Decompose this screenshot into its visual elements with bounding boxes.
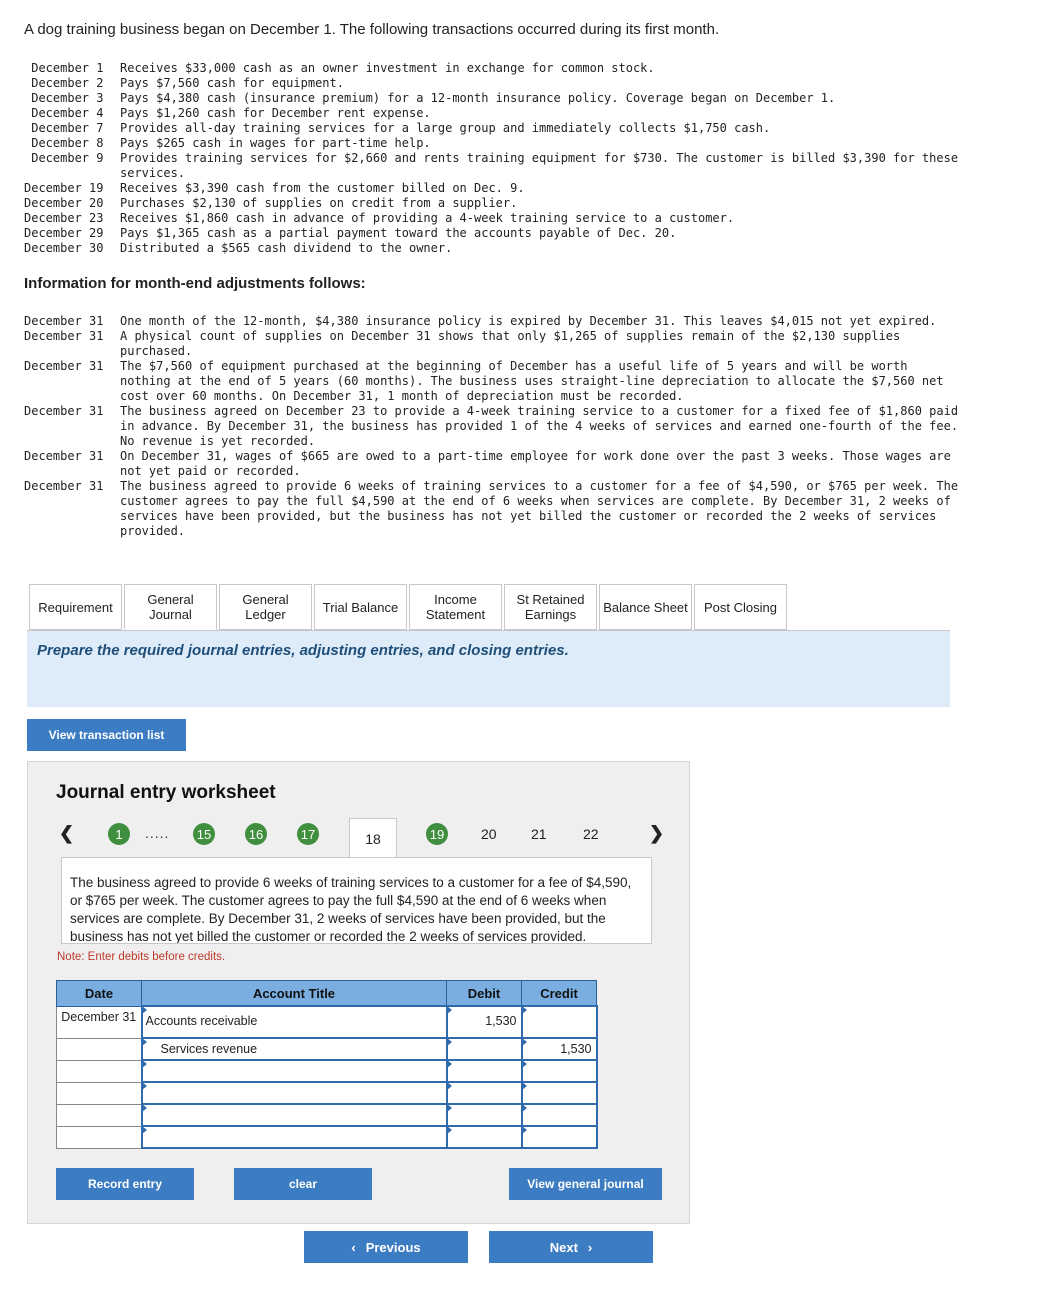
adjustment-row-date: December 31 — [24, 404, 104, 418]
chevron-right-icon: › — [587, 1239, 593, 1255]
account-field[interactable] — [142, 1082, 447, 1104]
adjustment-row-date: December 31 — [24, 449, 104, 463]
tab-income-statement[interactable]: Income Statement — [409, 584, 502, 630]
transaction-row-date: December 7 — [24, 121, 104, 135]
account-field[interactable] — [142, 1060, 447, 1082]
transaction-row — [24, 226, 1024, 241]
adjustment-row-date: December 31 — [24, 314, 104, 328]
transaction-row — [24, 76, 1024, 91]
debit-field[interactable] — [447, 1104, 522, 1126]
entry-description: The business agreed to provide 6 weeks of training services to a customer for a fee of $4,590, or $765 per week. The customer agrees to pay the full $4,590 at the end of 6 weeks when services are complete. By December 31, 2 weeks of services have been provided, but the business has not yet billed the customer or recorded the 2 weeks of services provided. — [61, 857, 652, 944]
nav-entry-20[interactable]: 20 — [481, 826, 497, 842]
journal-entry-worksheet — [27, 761, 690, 1224]
adjustment-row — [24, 404, 1024, 449]
date-cell[interactable] — [57, 1104, 142, 1126]
instruction-panel — [27, 631, 950, 707]
transaction-row-date: December 30 — [24, 241, 104, 255]
transaction-row-date: December 2 — [24, 76, 104, 90]
transaction-row-date: December 8 — [24, 136, 104, 150]
transaction-row-text: Pays $4,380 cash (insurance premium) for a 12-month insurance policy. Coverage began on December 1. — [120, 91, 836, 105]
table-row — [57, 1126, 597, 1148]
transaction-row-text: Purchases $2,130 of supplies on credit from a supplier. — [120, 196, 518, 210]
nav-entry-16[interactable]: 16 — [245, 823, 267, 845]
debit-field[interactable]: 1,530 — [447, 1006, 522, 1038]
account-field[interactable] — [142, 1126, 447, 1148]
account-field[interactable]: Accounts receivable — [142, 1006, 447, 1038]
transaction-row-text: Provides training services for $2,660 and rents training equipment for $730. The customer is billed $3,390 for these services. — [120, 151, 959, 180]
adjustment-row — [24, 479, 1024, 539]
adjustment-row-text: The business agreed on December 23 to provide a 4-week training service to a customer for a fixed fee of $1,860 paid in advance. By December 31, the business has provided 1 of the 4 weeks of services and earned one-fourth of the fee. No revenue is yet recorded. — [120, 404, 959, 448]
clear-button[interactable]: clear — [234, 1168, 372, 1200]
transaction-row-text: Pays $265 cash in wages for part-time help. — [120, 136, 431, 150]
date-cell[interactable] — [57, 1082, 142, 1104]
account-field[interactable] — [142, 1104, 447, 1126]
adjustments-header: Information for month-end adjustments follows: — [24, 275, 366, 292]
transaction-row — [24, 196, 1024, 211]
transaction-row-text: Provides all-day training services for a large group and immediately collects $1,750 cash. — [120, 121, 771, 135]
tab-bar — [29, 584, 789, 630]
tab-general-ledger[interactable]: General Ledger — [219, 584, 312, 630]
transaction-row-text: Receives $1,860 cash in advance of providing a 4-week training service to a customer. — [120, 211, 735, 225]
credit-field[interactable]: 1,530 — [522, 1038, 597, 1060]
tab-requirement[interactable]: Requirement — [29, 584, 122, 630]
nav-ellipsis: ..... — [145, 825, 170, 841]
credit-field[interactable] — [522, 1126, 597, 1148]
transaction-row-date: December 9 — [24, 151, 104, 165]
chevron-left-icon: ‹ — [351, 1239, 356, 1255]
transaction-row-text: Pays $7,560 cash for equipment. — [120, 76, 344, 90]
journal-entry-table — [56, 980, 598, 1149]
column-header-credit: Credit — [522, 981, 597, 1007]
nav-entry-22[interactable]: 22 — [583, 826, 599, 842]
transaction-row-text: Pays $1,365 cash as a partial payment toward the accounts payable of Dec. 20. — [120, 226, 677, 240]
chevron-right-icon[interactable]: ❯ — [649, 823, 665, 843]
transaction-row — [24, 106, 1024, 121]
transaction-row-date: December 3 — [24, 91, 104, 105]
worksheet-title: Journal entry worksheet — [56, 782, 276, 803]
transaction-row — [24, 211, 1024, 226]
transaction-row — [24, 121, 1024, 136]
date-cell[interactable]: December 31 — [57, 1006, 142, 1038]
adjustment-row — [24, 329, 1024, 359]
date-cell[interactable] — [57, 1126, 142, 1148]
transaction-row-date: December 29 — [24, 226, 104, 240]
date-cell[interactable] — [57, 1060, 142, 1082]
credit-field[interactable] — [522, 1082, 597, 1104]
transaction-row-date: December 23 — [24, 211, 104, 225]
previous-button[interactable]: ‹ Previous — [304, 1231, 468, 1263]
tab-post-closing[interactable]: Post Closing — [694, 584, 787, 630]
tab-general-journal[interactable]: General Journal — [124, 584, 217, 630]
debit-field[interactable] — [447, 1082, 522, 1104]
nav-entry-15[interactable]: 15 — [193, 823, 215, 845]
column-header-debit: Debit — [447, 981, 522, 1007]
nav-entry-19[interactable]: 19 — [426, 823, 448, 845]
credit-field[interactable] — [522, 1104, 597, 1126]
adjustment-row-text: The business agreed to provide 6 weeks of training services to a customer for a fee of $4,590, or $765 per week. The customer agrees to pay the full $4,590 at the end of 6 weeks when services are complete. By December 31, 2 weeks of services have been provided, but the business has not yet billed the customer or recorded the 2 weeks of services provided. — [120, 479, 959, 538]
date-cell[interactable] — [57, 1038, 142, 1060]
adjustment-row-text: The $7,560 of equipment purchased at the beginning of December has a useful life of 5 years and will be worth nothing at the end of 5 years (60 months). The business uses straight-line depreciation to allocate the $7,560 net cost over 60 months. On December 31, 1 month of depreciation must be recorded. — [120, 359, 944, 403]
view-transaction-list-button[interactable]: View transaction list — [27, 719, 186, 751]
chevron-left-icon[interactable]: ❮ — [59, 823, 75, 843]
adjustment-row-date: December 31 — [24, 329, 104, 343]
problem-intro: A dog training business began on December 1. The following transactions occurred during its first month. — [24, 21, 720, 38]
transaction-row — [24, 151, 1024, 181]
adjustment-row-date: December 31 — [24, 479, 104, 493]
transaction-row-text: Receives $3,390 cash from the customer billed on Dec. 9. — [120, 181, 525, 195]
transaction-row-date: December 19 — [24, 181, 104, 195]
debit-field[interactable] — [447, 1038, 522, 1060]
nav-entry-21[interactable]: 21 — [531, 826, 547, 842]
adjustment-row-date: December 31 — [24, 359, 104, 373]
nav-entry-17[interactable]: 17 — [297, 823, 319, 845]
record-entry-button[interactable]: Record entry — [56, 1168, 194, 1200]
adjustment-list — [24, 314, 1024, 539]
transaction-row-date: December 20 — [24, 196, 104, 210]
nav-entry-18-active[interactable]: 18 — [349, 818, 397, 858]
tab-balance-sheet[interactable]: Balance Sheet — [599, 584, 692, 630]
credit-field[interactable] — [522, 1060, 597, 1082]
adjustment-row — [24, 359, 1024, 404]
adjustment-row-text: A physical count of supplies on December 31 shows that only $1,265 of supplies remain of the $2,130 supplies purchased. — [120, 329, 901, 358]
instruction-text: Prepare the required journal entries, adjusting entries, and closing entries. — [37, 642, 569, 659]
column-header-account: Account Title — [142, 981, 447, 1007]
adjustment-row-text: One month of the 12-month, $4,380 insurance policy is expired by December 31. This leaves $4,015 not yet expired. — [120, 314, 937, 328]
adjustment-row — [24, 314, 1024, 329]
table-row — [57, 1038, 597, 1060]
transaction-row — [24, 61, 1024, 76]
next-button[interactable]: Next › — [489, 1231, 653, 1263]
transaction-row — [24, 91, 1024, 106]
account-field[interactable]: Services revenue — [142, 1038, 447, 1060]
tab-trial-balance[interactable]: Trial Balance — [314, 584, 407, 630]
view-general-journal-button[interactable]: View general journal — [509, 1168, 662, 1200]
debit-field[interactable] — [447, 1126, 522, 1148]
table-row — [57, 1082, 597, 1104]
adjustment-row — [24, 449, 1024, 479]
transaction-row — [24, 241, 1024, 256]
table-row — [57, 1104, 597, 1126]
tab-st-retained-earnings[interactable]: St Retained Earnings — [504, 584, 597, 630]
debit-field[interactable] — [447, 1060, 522, 1082]
transaction-row-date: December 1 — [24, 61, 104, 75]
transaction-row-text: Pays $1,260 cash for December rent expense. — [120, 106, 431, 120]
transaction-row-date: December 4 — [24, 106, 104, 120]
column-header-date: Date — [57, 981, 142, 1007]
transaction-row — [24, 181, 1024, 196]
transaction-row — [24, 136, 1024, 151]
table-row — [57, 1060, 597, 1082]
table-row — [57, 1006, 597, 1038]
transaction-row-text: Receives $33,000 cash as an owner investment in exchange for common stock. — [120, 61, 655, 75]
transaction-list — [24, 61, 1024, 256]
transaction-row-text: Distributed a $565 cash dividend to the owner. — [120, 241, 453, 255]
entry-note: Note: Enter debits before credits. — [57, 951, 226, 963]
nav-entry-1[interactable]: 1 — [108, 823, 130, 845]
adjustment-row-text: On December 31, wages of $665 are owed to a part-time employee for work done over the past 3 weeks. Those wages are not yet paid or recorded. — [120, 449, 951, 478]
credit-field[interactable] — [522, 1006, 597, 1038]
